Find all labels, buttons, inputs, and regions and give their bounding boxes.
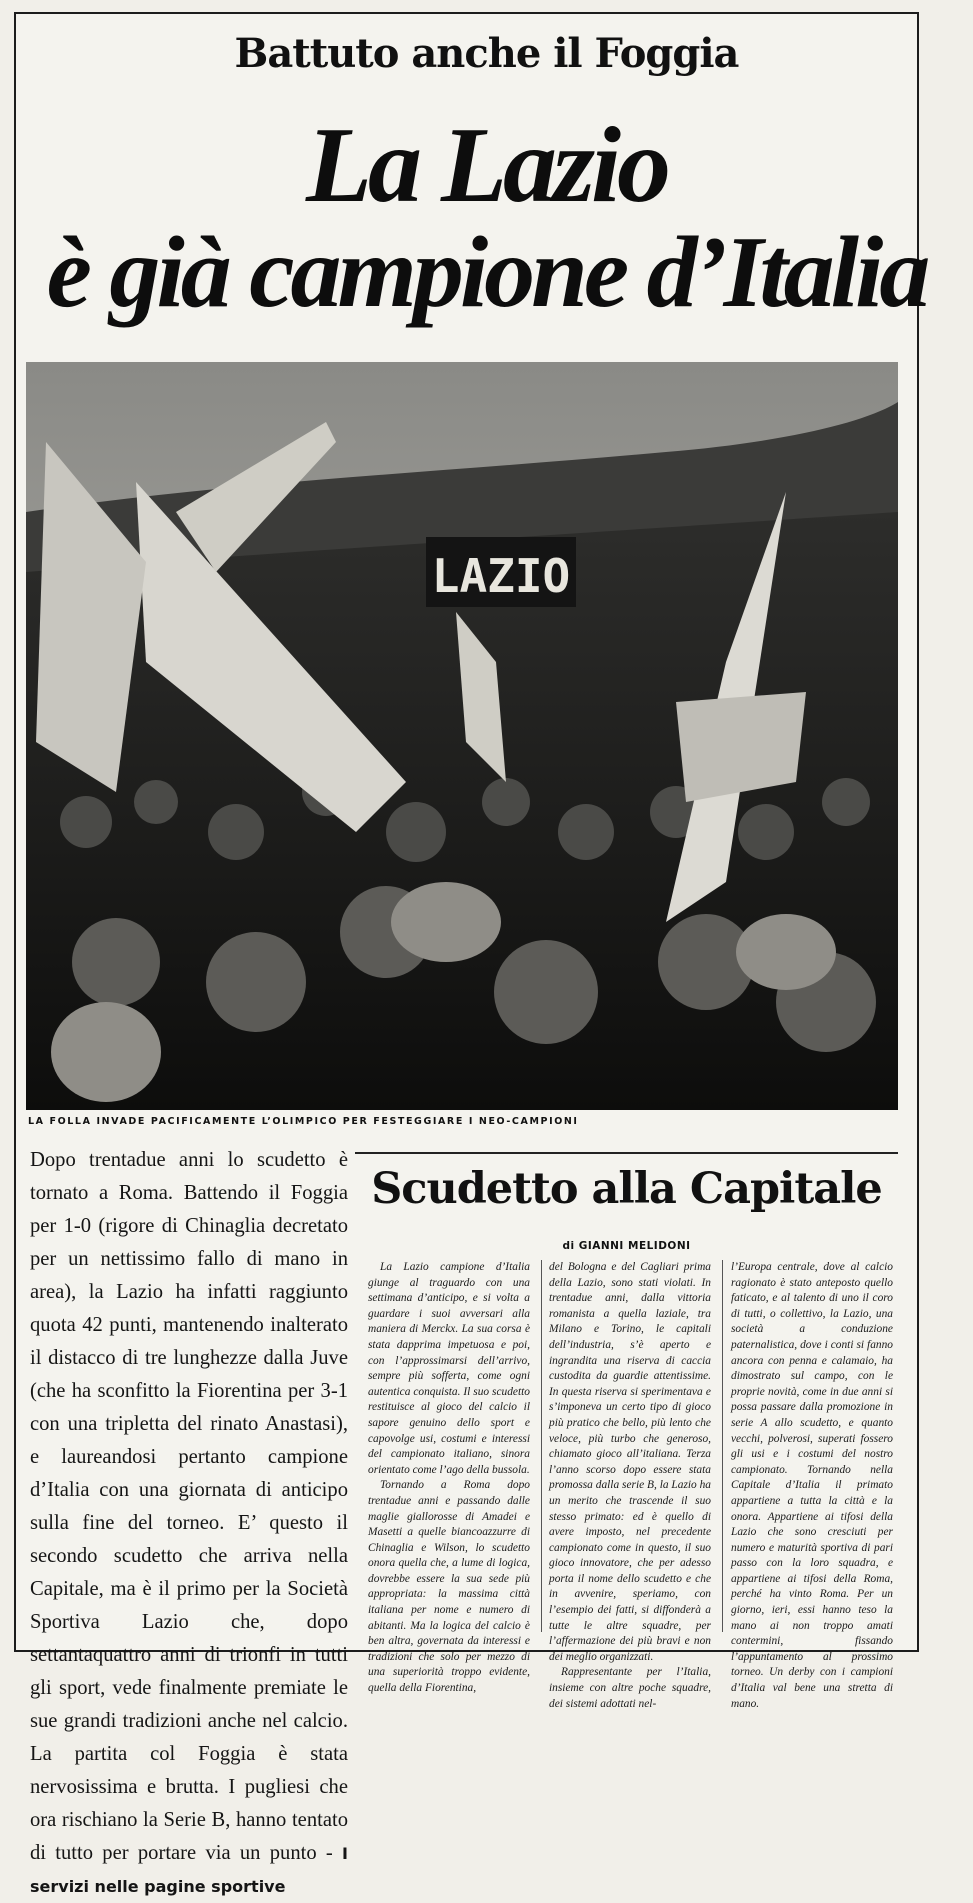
article-byline: di GIANNI MELIDONI: [562, 1240, 691, 1252]
column-2-paragraph-2: Rappresentante per l’Italia, insieme con altre poche squadre, dei sistemi adottati nel-: [549, 1666, 711, 1710]
column-divider-1: [541, 1260, 542, 1632]
article-column-2: [549, 1260, 711, 1710]
article-column-1: [368, 1260, 530, 1695]
column-2-paragraph-1: del Bologna e del Cagliari prima della Lazio, sono stati violati. In trentadue anni, dalla vittoria romanista a quella laziale, tra Milano e Torino, le capitali dell’industria, s’è aperto e ingrandita una riserva di caccia custodita da guardie attentissime. In questa riserva si sperimentava e s’imponeva un certo tipo di gioco più pratico che bello, più lento che veloce, più turbo che generoso, chiamato gioco all’italiana. Terza l’anno scorso dopo essere stata promossa dalla serie B, la Lazio ha un merito che trascende il suo stesso primato: ed è quello di avere imposto, nel precedente campionato come in questo, il suo gioco innovatore, che per adesso porta il nome dello scudetto e che in avvenire, speriamo, con l’esempio dei fatti, si diffonderà a tutte le altre squadre, per l’affermazione dei più bravi e non dei meglio organizzati.: [549, 1261, 711, 1663]
article-top-rule: [355, 1152, 898, 1154]
photo-caption: LA FOLLA INVADE PACIFICAMENTE L’OLIMPICO PER FESTEGGIARE I NEO-CAMPIONI: [28, 1116, 579, 1127]
kicker-headline: Battuto anche il Foggia: [234, 30, 739, 77]
column-divider-2: [722, 1260, 723, 1632]
lazio-banner-text: LAZIO: [431, 549, 571, 603]
crowd-photo: [26, 362, 898, 1110]
lead-tail: I servizi nelle pagine sportive: [30, 1844, 348, 1896]
article-title: Scudetto alla Capitale: [371, 1164, 882, 1214]
lead-body: Dopo trentadue anni lo scudetto è tornato a Roma. Battendo il Foggia per 1-0 (rigore di Chinaglia decretato per un nettissimo fallo di mano in area), la Lazio ha infatti raggiunto quota 42 punti, mantenendo inalterato il distacco di tre lunghezze dalla Juve (che ha sconfitto la Fiorentina per 3-1 con una tripletta del rinato Anastasi), e laureandosi pertanto campione d’Italia con una giornata di anticipo sulla fine del torneo. E’ questo il secondo scudetto che arriva nella Capitale, ma è il primo per la Società Sportiva Lazio che, dopo settantaquattro anni di trionfi in tutti gli sport, vede finalmente premiate le sue grandi tradizioni anche nel calcio. La partita col Foggia è stata nervosissima e brutta. I pugliesi che ora rischiano la Serie B, hanno tentato di tutto per portare via un punto -: [30, 1149, 348, 1864]
main-headline-line-2: è già campione d’Italia: [46, 216, 927, 329]
lead-paragraph: [30, 1144, 348, 1903]
main-headline-line-1: La Lazio: [306, 106, 667, 225]
article-column-3: [731, 1260, 893, 1710]
column-3-paragraph-1: l’Europa centrale, dove al calcio ragionato è stato anteposto quello faticato, e al talento di uno il coro di tutti, o collettivo, la Lazio, una società a conduzione paternalistica, dove i conti si fanno ancora con penna e calamaio, ha dimostrato sul campo, con le proprie novità, come in due anni si possa passare dalla promozione in serie A allo scudetto, e quanto vecchi, polverosi, superati fossero gli usi e i costumi del nostro campionato. Tornando nella Capitale d’Italia il primato appartiene a tutta la città e la onora. Appartiene ai tifosi della Lazio che sono cresciuti per numero e maturità sportiva di pari passo con la loro squadra, e appartiene ai tifosi della Roma, perché ha vinto Roma. Per un giorno, ieri, essi hanno teso la mano ai non troppo amati contermini, fissando l’appuntamento al prossimo torneo. Un derby con i campioni d’Italia val bene una stretta di mano.: [731, 1261, 893, 1710]
column-1-paragraph-1: La Lazio campione d’Italia giunge al traguardo con una settimana d’anticipo, e si volta a guardare i suoi avversari alla maniera di Merckx. La sua corsa è stata dapprima impetuosa e poi, con l’approssimarsi dell’arrivo, sempre più sofferta, come ogni autentica conquista. Il suo scudetto restituisce al gioco del calcio il sapore genuino dello sport e capovolge usi, costumi e interessi del campionato italiano, sinora orientato come l’ago della bussola.: [368, 1261, 530, 1476]
column-1-paragraph-2: Tornando a Roma dopo trentadue anni e passando dalle maglie giallorosse di Amadei e Masetti a quelle biancoazzurre di Chinaglia e Wilson, lo scudetto onora quella che, a lume di logica, dovrebbe essere la sua sede più appropriata: la massima città italiana per nome e numero di abitanti. Ma la logica del calcio è ben altra, governata da interessi e tradizioni che solo per mezzo di una superiorità troppo evidente, quella della Fiorentina,: [368, 1479, 530, 1695]
